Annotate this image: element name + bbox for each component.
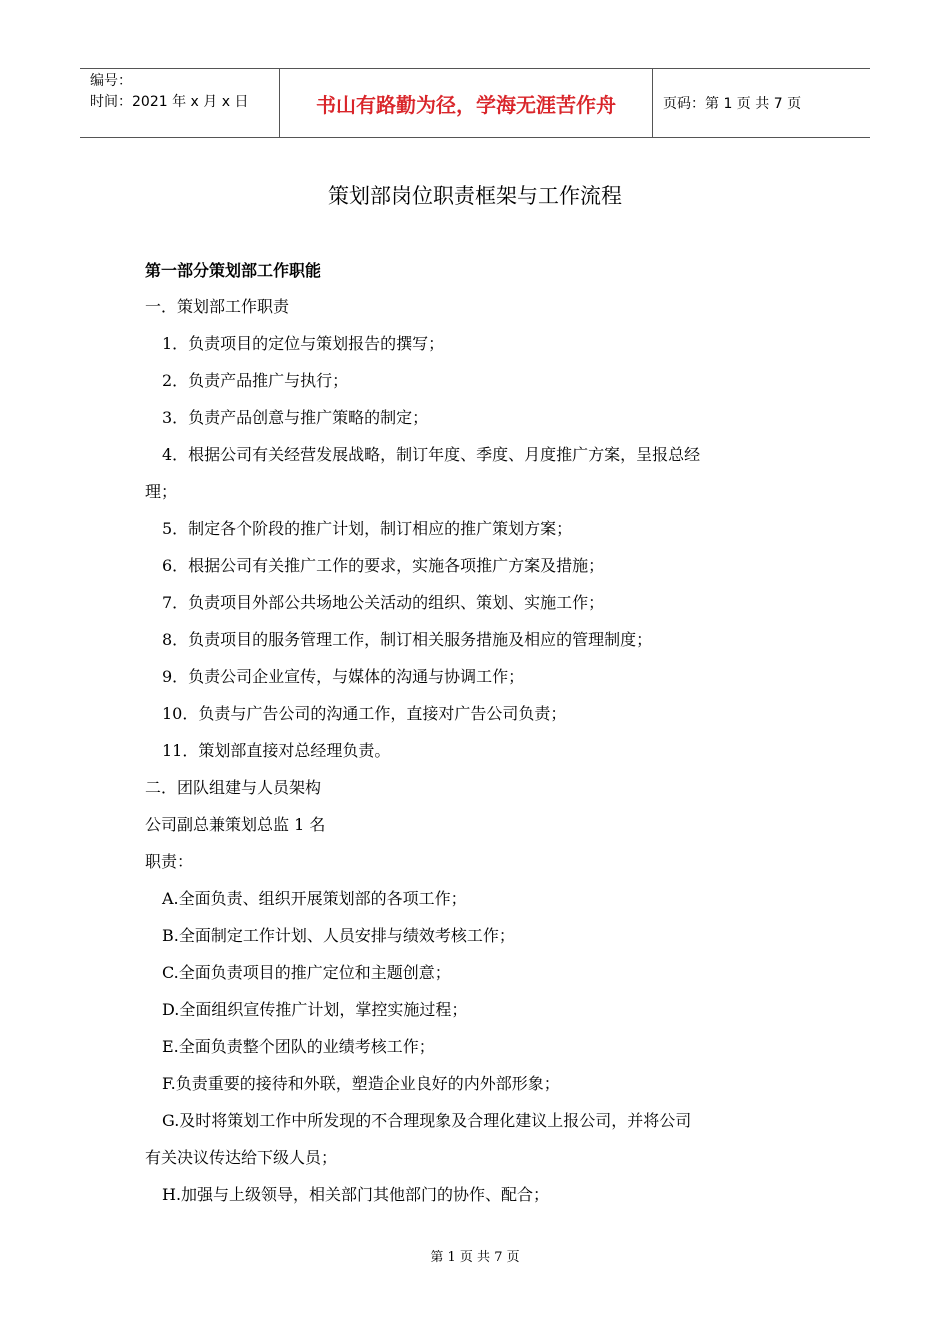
body-line: 11．策划部直接对总经理负责。 xyxy=(162,741,391,760)
document-body xyxy=(145,295,807,1220)
body-line: 9．负责公司企业宣传，与媒体的沟通与协调工作； xyxy=(162,667,525,686)
body-line: C.全面负责项目的推广定位和主题创意； xyxy=(162,963,451,982)
body-line: 3．负责产品创意与推广策略的制定； xyxy=(162,408,429,427)
body-line: H.加强与上级领导，相关部门其他部门的协作、配合； xyxy=(162,1185,550,1204)
body-line: D.全面组织宣传推广计划，掌控实施过程； xyxy=(162,1000,468,1019)
header-table xyxy=(80,68,870,138)
body-line: 5．制定各个阶段的推广计划，制订相应的推广策划方案； xyxy=(162,519,573,538)
body-line: G.及时将策划工作中所发现的不合理现象及合理化建议上报公司，并将公司 xyxy=(162,1111,692,1130)
body-line: 1．负责项目的定位与策划报告的撰写； xyxy=(162,334,445,353)
body-line: 公司副总兼策划总监 1 名 xyxy=(145,815,326,834)
header-motto: 书山有路勤为径，学海无涯苦作舟 xyxy=(280,69,653,137)
body-line: F.负责重要的接待和外联，塑造企业良好的内外部形象； xyxy=(162,1074,560,1093)
body-line: A.全面负责、组织开展策划部的各项工作； xyxy=(162,889,467,908)
body-line: E.全面负责整个团队的业绩考核工作； xyxy=(162,1037,435,1056)
document-title: 策划部岗位职责框架与工作流程 xyxy=(328,184,622,208)
page-footer: 第 1 页 共 7 页 xyxy=(430,1250,520,1265)
body-line: 8．负责项目的服务管理工作，制订相关服务措施及相应的管理制度； xyxy=(162,630,653,649)
body-line: 一．策划部工作职责 xyxy=(145,297,290,316)
body-line: 2．负责产品推广与执行； xyxy=(162,371,349,390)
header-meta-cell xyxy=(80,69,280,137)
body-line: 7．负责项目外部公共场地公关活动的组织、策划、实施工作； xyxy=(162,593,605,612)
body-line: 理； xyxy=(145,482,178,501)
section-heading: 第一部分策划部工作职能 xyxy=(145,261,322,280)
body-line: B.全面制定工作计划、人员安排与绩效考核工作； xyxy=(162,926,515,945)
header-page-info: 页码：第 1 页 共 7 页 xyxy=(663,96,802,112)
body-line: 有关决议传达给下级人员； xyxy=(145,1148,338,1167)
body-line: 二．团队组建与人员架构 xyxy=(145,778,322,797)
body-line: 10．负责与广告公司的沟通工作，直接对广告公司负责； xyxy=(162,704,567,723)
body-line: 6．根据公司有关推广工作的要求，实施各项推广方案及措施； xyxy=(162,556,605,575)
body-line: 4．根据公司有关经营发展战略，制订年度、季度、月度推广方案，呈报总经 xyxy=(162,445,701,464)
body-line: 职责： xyxy=(145,852,194,871)
number-label: 编号： xyxy=(90,73,132,89)
time-label: 时间：2021 年 x 月 x 日 xyxy=(90,94,249,110)
